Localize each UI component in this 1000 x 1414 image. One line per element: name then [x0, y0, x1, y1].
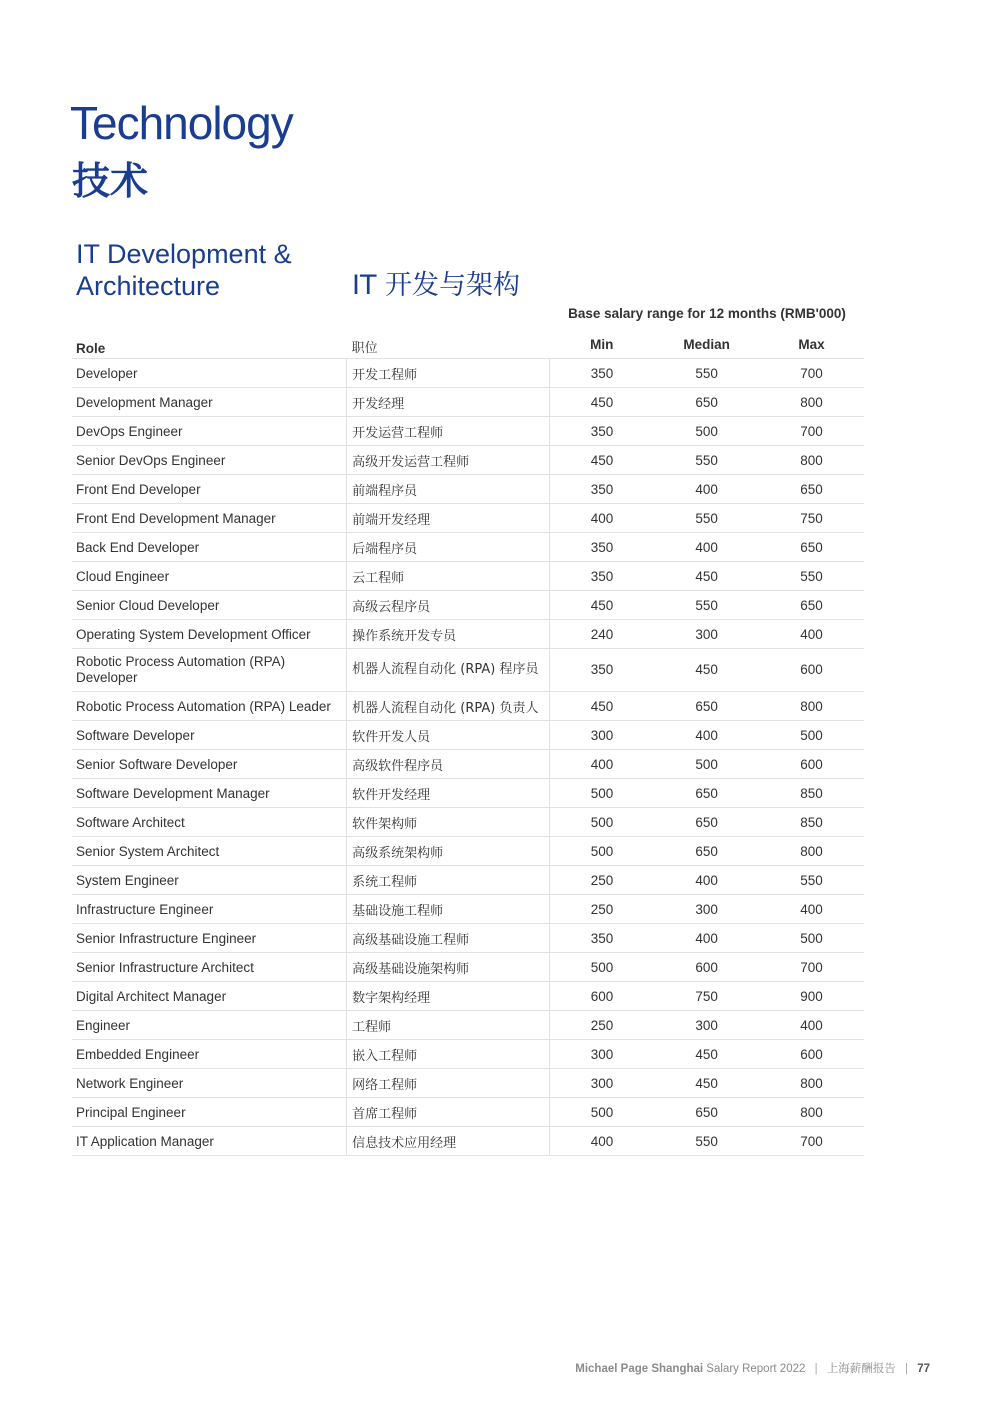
max-cell: 400: [759, 620, 864, 649]
header-role: Role: [72, 330, 347, 359]
role-cell: DevOps Engineer: [72, 417, 347, 446]
role-cell: Robotic Process Automation (RPA) Developer: [72, 649, 347, 692]
min-cell: 350: [549, 359, 654, 388]
header-min: Min: [549, 330, 654, 359]
max-cell: 750: [759, 504, 864, 533]
min-cell: 400: [549, 504, 654, 533]
footer-separator: |: [814, 1363, 818, 1375]
role-cell: Front End Developer: [72, 475, 347, 504]
section-title-zh: IT 开发与架构: [352, 270, 521, 301]
min-cell: 250: [549, 866, 654, 895]
role-cell: Software Development Manager: [72, 779, 347, 808]
min-cell: 450: [549, 692, 654, 721]
max-cell: 700: [759, 953, 864, 982]
role-zh-cell: 数字架构经理: [347, 982, 550, 1011]
max-cell: 850: [759, 779, 864, 808]
median-cell: 300: [654, 1011, 759, 1040]
max-cell: 650: [759, 533, 864, 562]
table-row: [72, 692, 864, 721]
salary-table: [72, 330, 864, 1156]
section-title: IT Development & Architecture: [76, 239, 292, 301]
max-cell: 800: [759, 388, 864, 417]
role-zh-cell: 高级基础设施架构师: [347, 953, 550, 982]
table-row: [72, 1040, 864, 1069]
role-cell: Network Engineer: [72, 1069, 347, 1098]
table-row: [72, 359, 864, 388]
table-row: [72, 779, 864, 808]
min-cell: 350: [549, 649, 654, 692]
page-footer: [575, 1360, 930, 1376]
median-cell: 650: [654, 808, 759, 837]
median-cell: 450: [654, 1069, 759, 1098]
max-cell: 600: [759, 1040, 864, 1069]
table-header-row: [72, 330, 864, 359]
max-cell: 550: [759, 562, 864, 591]
min-cell: 250: [549, 1011, 654, 1040]
table-row: [72, 417, 864, 446]
min-cell: 350: [549, 417, 654, 446]
table-row: [72, 895, 864, 924]
min-cell: 500: [549, 808, 654, 837]
role-cell: Front End Development Manager: [72, 504, 347, 533]
footer-report: Salary Report 2022: [706, 1363, 806, 1375]
role-zh-cell: 高级软件程序员: [347, 750, 550, 779]
page-number: 77: [917, 1363, 930, 1375]
median-cell: 500: [654, 417, 759, 446]
median-cell: 400: [654, 924, 759, 953]
header-max: Max: [759, 330, 864, 359]
role-zh-cell: 软件架构师: [347, 808, 550, 837]
role-cell: Principal Engineer: [72, 1098, 347, 1127]
role-cell: Robotic Process Automation (RPA) Leader: [72, 692, 347, 721]
role-zh-cell: 信息技术应用经理: [347, 1127, 550, 1156]
role-zh-cell: 云工程师: [347, 562, 550, 591]
min-cell: 400: [549, 1127, 654, 1156]
role-zh-cell: 工程师: [347, 1011, 550, 1040]
role-zh-cell: 前端程序员: [347, 475, 550, 504]
median-cell: 550: [654, 446, 759, 475]
max-cell: 800: [759, 1098, 864, 1127]
footer-brand: Michael Page Shanghai: [575, 1363, 704, 1375]
table-row: [72, 388, 864, 417]
table-row: [72, 1098, 864, 1127]
role-zh-cell: 首席工程师: [347, 1098, 550, 1127]
min-cell: 240: [549, 620, 654, 649]
footer-separator: |: [905, 1363, 908, 1375]
table-row: [72, 924, 864, 953]
max-cell: 550: [759, 866, 864, 895]
role-zh-cell: 前端开发经理: [347, 504, 550, 533]
min-cell: 350: [549, 924, 654, 953]
role-zh-cell: 软件开发经理: [347, 779, 550, 808]
median-cell: 450: [654, 1040, 759, 1069]
role-cell: Developer: [72, 359, 347, 388]
footer-report-zh: 上海薪酬报告: [826, 1361, 896, 1375]
median-cell: 300: [654, 895, 759, 924]
role-cell: Senior DevOps Engineer: [72, 446, 347, 475]
max-cell: 650: [759, 591, 864, 620]
role-cell: Back End Developer: [72, 533, 347, 562]
median-cell: 400: [654, 533, 759, 562]
role-zh-cell: 高级开发运营工程师: [347, 446, 550, 475]
role-cell: Senior Infrastructure Architect: [72, 953, 347, 982]
role-zh-cell: 高级云程序员: [347, 591, 550, 620]
median-cell: 600: [654, 953, 759, 982]
median-cell: 650: [654, 388, 759, 417]
role-cell: Engineer: [72, 1011, 347, 1040]
max-cell: 600: [759, 750, 864, 779]
table-row: [72, 649, 864, 692]
role-cell: Infrastructure Engineer: [72, 895, 347, 924]
median-cell: 550: [654, 591, 759, 620]
min-cell: 300: [549, 1069, 654, 1098]
min-cell: 450: [549, 446, 654, 475]
role-zh-cell: 开发经理: [347, 388, 550, 417]
role-zh-cell: 嵌入工程师: [347, 1040, 550, 1069]
min-cell: 300: [549, 721, 654, 750]
max-cell: 800: [759, 837, 864, 866]
median-cell: 400: [654, 866, 759, 895]
table-row: [72, 533, 864, 562]
role-cell: System Engineer: [72, 866, 347, 895]
max-cell: 850: [759, 808, 864, 837]
table-row: [72, 475, 864, 504]
role-cell: Senior Software Developer: [72, 750, 347, 779]
max-cell: 500: [759, 924, 864, 953]
table-row: [72, 808, 864, 837]
max-cell: 700: [759, 359, 864, 388]
salary-table-body: [72, 359, 864, 1156]
role-cell: Senior Cloud Developer: [72, 591, 347, 620]
min-cell: 250: [549, 895, 654, 924]
min-cell: 350: [549, 475, 654, 504]
median-cell: 400: [654, 721, 759, 750]
table-row: [72, 1011, 864, 1040]
min-cell: 300: [549, 1040, 654, 1069]
median-cell: 650: [654, 779, 759, 808]
min-cell: 500: [549, 837, 654, 866]
max-cell: 700: [759, 417, 864, 446]
max-cell: 800: [759, 692, 864, 721]
median-cell: 650: [654, 692, 759, 721]
role-zh-cell: 机器人流程自动化 (RPA) 负责人: [347, 692, 550, 721]
role-cell: Senior Infrastructure Engineer: [72, 924, 347, 953]
min-cell: 350: [549, 533, 654, 562]
role-zh-cell: 操作系统开发专员: [347, 620, 550, 649]
role-cell: Operating System Development Officer: [72, 620, 347, 649]
max-cell: 650: [759, 475, 864, 504]
min-cell: 400: [549, 750, 654, 779]
max-cell: 400: [759, 1011, 864, 1040]
role-cell: IT Application Manager: [72, 1127, 347, 1156]
median-cell: 550: [654, 504, 759, 533]
table-row: [72, 750, 864, 779]
role-zh-cell: 基础设施工程师: [347, 895, 550, 924]
table-row: [72, 837, 864, 866]
role-cell: Senior System Architect: [72, 837, 347, 866]
table-row: [72, 562, 864, 591]
max-cell: 800: [759, 446, 864, 475]
min-cell: 500: [549, 1098, 654, 1127]
min-cell: 500: [549, 953, 654, 982]
min-cell: 350: [549, 562, 654, 591]
min-cell: 500: [549, 779, 654, 808]
table-row: [72, 446, 864, 475]
header-role-zh: 职位: [347, 330, 550, 359]
median-cell: 550: [654, 359, 759, 388]
max-cell: 800: [759, 1069, 864, 1098]
table-row: [72, 982, 864, 1011]
max-cell: 900: [759, 982, 864, 1011]
role-cell: Development Manager: [72, 388, 347, 417]
role-zh-cell: 系统工程师: [347, 866, 550, 895]
min-cell: 450: [549, 388, 654, 417]
role-cell: Embedded Engineer: [72, 1040, 347, 1069]
table-row: [72, 721, 864, 750]
max-cell: 500: [759, 721, 864, 750]
table-row: [72, 504, 864, 533]
role-zh-cell: 高级基础设施工程师: [347, 924, 550, 953]
median-cell: 450: [654, 562, 759, 591]
page-title-zh: 技术: [72, 159, 149, 203]
role-zh-cell: 后端程序员: [347, 533, 550, 562]
min-cell: 600: [549, 982, 654, 1011]
salary-range-caption: Base salary range for 12 months (RMB'000): [568, 306, 846, 321]
table-row: [72, 620, 864, 649]
role-cell: Cloud Engineer: [72, 562, 347, 591]
max-cell: 700: [759, 1127, 864, 1156]
table-row: [72, 1127, 864, 1156]
median-cell: 300: [654, 620, 759, 649]
role-zh-cell: 网络工程师: [347, 1069, 550, 1098]
median-cell: 500: [654, 750, 759, 779]
role-zh-cell: 高级系统架构师: [347, 837, 550, 866]
median-cell: 750: [654, 982, 759, 1011]
role-cell: Software Architect: [72, 808, 347, 837]
role-zh-cell: 开发工程师: [347, 359, 550, 388]
page-title: Technology: [70, 97, 293, 149]
median-cell: 650: [654, 1098, 759, 1127]
median-cell: 650: [654, 837, 759, 866]
table-row: [72, 591, 864, 620]
max-cell: 600: [759, 649, 864, 692]
table-row: [72, 866, 864, 895]
max-cell: 400: [759, 895, 864, 924]
min-cell: 450: [549, 591, 654, 620]
table-row: [72, 1069, 864, 1098]
role-cell: Digital Architect Manager: [72, 982, 347, 1011]
median-cell: 400: [654, 475, 759, 504]
header-median: Median: [654, 330, 759, 359]
role-zh-cell: 机器人流程自动化 (RPA) 程序员: [347, 649, 550, 692]
role-zh-cell: 开发运营工程师: [347, 417, 550, 446]
role-zh-cell: 软件开发人员: [347, 721, 550, 750]
median-cell: 550: [654, 1127, 759, 1156]
median-cell: 450: [654, 649, 759, 692]
table-row: [72, 953, 864, 982]
role-cell: Software Developer: [72, 721, 347, 750]
